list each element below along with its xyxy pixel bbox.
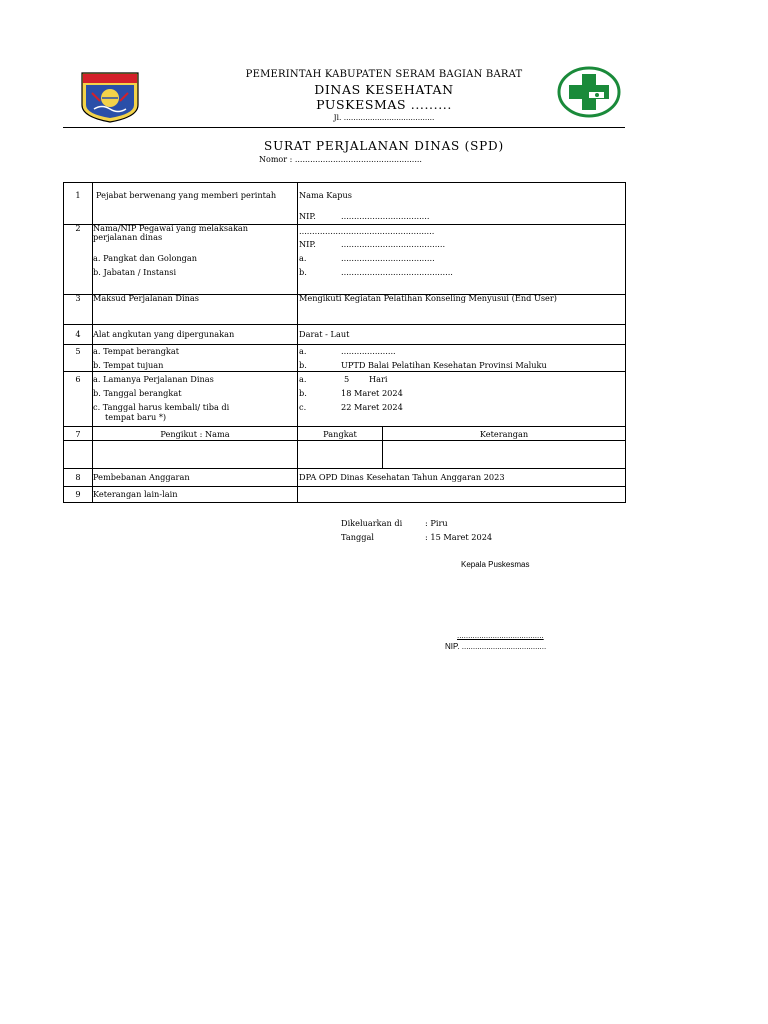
column-divider bbox=[297, 183, 298, 502]
row-value: UPTD Balai Pelatihan Kesehatan Provinsi Maluku bbox=[341, 360, 547, 370]
address-line: Jl. ...................................... bbox=[333, 113, 435, 122]
row-label: Pembebanan Anggaran bbox=[93, 472, 190, 482]
row-value: .................................... bbox=[341, 253, 435, 263]
date-value: : 15 Maret 2024 bbox=[425, 532, 493, 542]
row-value: 5 bbox=[344, 374, 350, 384]
row-label: a. Lamanya Perjalanan Dinas bbox=[93, 374, 214, 384]
row-value: DPA OPD Dinas Kesehatan Tahun Anggaran 2023 bbox=[299, 472, 505, 482]
column-header-rank: Pangkat bbox=[323, 429, 357, 439]
item-letter: b. bbox=[299, 388, 307, 398]
column-header-notes: Keterangan bbox=[479, 429, 529, 439]
row-number: 7 bbox=[75, 429, 81, 439]
row-value: Mengikuti Kegiatan Pelatihan Konseling Menyusui (End User) bbox=[299, 293, 558, 303]
nip-value: ........................................ bbox=[341, 239, 446, 249]
item-letter: a. bbox=[299, 253, 307, 263]
row-label: c. Tanggal harus kembali/ tiba di bbox=[93, 402, 230, 412]
row-value: 18 Maret 2024 bbox=[341, 388, 403, 398]
government-name: PEMERINTAH KABUPATEN SERAM BAGIAN BARAT bbox=[245, 69, 523, 80]
row-value: ........................................... bbox=[341, 267, 453, 277]
row-value: Darat - Laut bbox=[299, 329, 350, 339]
issued-at-label: Dikeluarkan di bbox=[341, 518, 403, 528]
row-divider bbox=[64, 440, 625, 441]
row-number: 2 bbox=[75, 223, 81, 233]
row-value: ..................... bbox=[341, 346, 396, 356]
row-number: 1 bbox=[75, 190, 81, 200]
row-label: Alat angkutan yang dipergunakan bbox=[93, 329, 235, 339]
row-divider bbox=[64, 344, 625, 345]
row-label: a. Pangkat dan Golongan bbox=[93, 253, 198, 263]
row-label: tempat baru *) bbox=[105, 412, 167, 422]
row-label: b. Tempat tujuan bbox=[93, 360, 164, 370]
row-label: a. Tempat berangkat bbox=[93, 346, 180, 356]
spd-table bbox=[63, 182, 626, 503]
signer-nip: NIP. ...................................... bbox=[445, 642, 547, 651]
signer-title: Kepala Puskesmas bbox=[461, 560, 530, 569]
row-divider bbox=[64, 468, 625, 469]
row-label: perjalanan dinas bbox=[93, 232, 163, 242]
row-divider bbox=[64, 486, 625, 487]
item-letter: c. bbox=[299, 402, 307, 412]
nip-value: .................................. bbox=[341, 211, 430, 221]
row-divider bbox=[64, 426, 625, 427]
item-letter: b. bbox=[299, 360, 307, 370]
column-header-name: Pengikut : Nama bbox=[160, 429, 230, 439]
issued-at-value: : Piru bbox=[425, 518, 448, 528]
row-number: 8 bbox=[75, 472, 81, 482]
row-unit: Hari bbox=[369, 374, 388, 384]
row-divider bbox=[64, 371, 625, 372]
document-number: Nomor : .................................................. bbox=[259, 155, 422, 164]
item-letter: b. bbox=[299, 267, 307, 277]
row-number: 4 bbox=[75, 329, 81, 339]
row-label: b. Tanggal berangkat bbox=[93, 388, 182, 398]
item-letter: a. bbox=[299, 374, 307, 384]
row-value: Nama Kapus bbox=[299, 190, 353, 200]
header-divider bbox=[63, 127, 625, 128]
row-label: Nama/NIP Pegawai yang melaksakan bbox=[93, 223, 249, 233]
signer-name: ....................................... bbox=[457, 631, 544, 640]
row-number: 5 bbox=[75, 346, 81, 356]
row-number: 9 bbox=[75, 489, 81, 499]
agency-name: DINAS KESEHATAN bbox=[314, 82, 454, 97]
row-label: Keterangan lain-lain bbox=[93, 489, 178, 499]
nip-label: NIP. bbox=[299, 211, 316, 221]
row-divider bbox=[64, 324, 625, 325]
row-label: b. Jabatan / Instansi bbox=[93, 267, 177, 277]
row-value: 22 Maret 2024 bbox=[341, 402, 403, 412]
puskesmas-name: PUSKESMAS ......... bbox=[316, 97, 452, 112]
item-letter: a. bbox=[299, 346, 307, 356]
nip-label: NIP. bbox=[299, 239, 316, 249]
row-number: 6 bbox=[75, 374, 81, 384]
row-number: 3 bbox=[75, 293, 81, 303]
row-value: .................................................... bbox=[299, 226, 435, 236]
row-label: Maksud Perjalanan Dinas bbox=[93, 293, 199, 303]
date-label: Tanggal bbox=[341, 532, 374, 542]
row-label: Pejabat berwenang yang memberi perintah bbox=[96, 190, 277, 200]
document-title: SURAT PERJALANAN DINAS (SPD) bbox=[264, 139, 504, 153]
